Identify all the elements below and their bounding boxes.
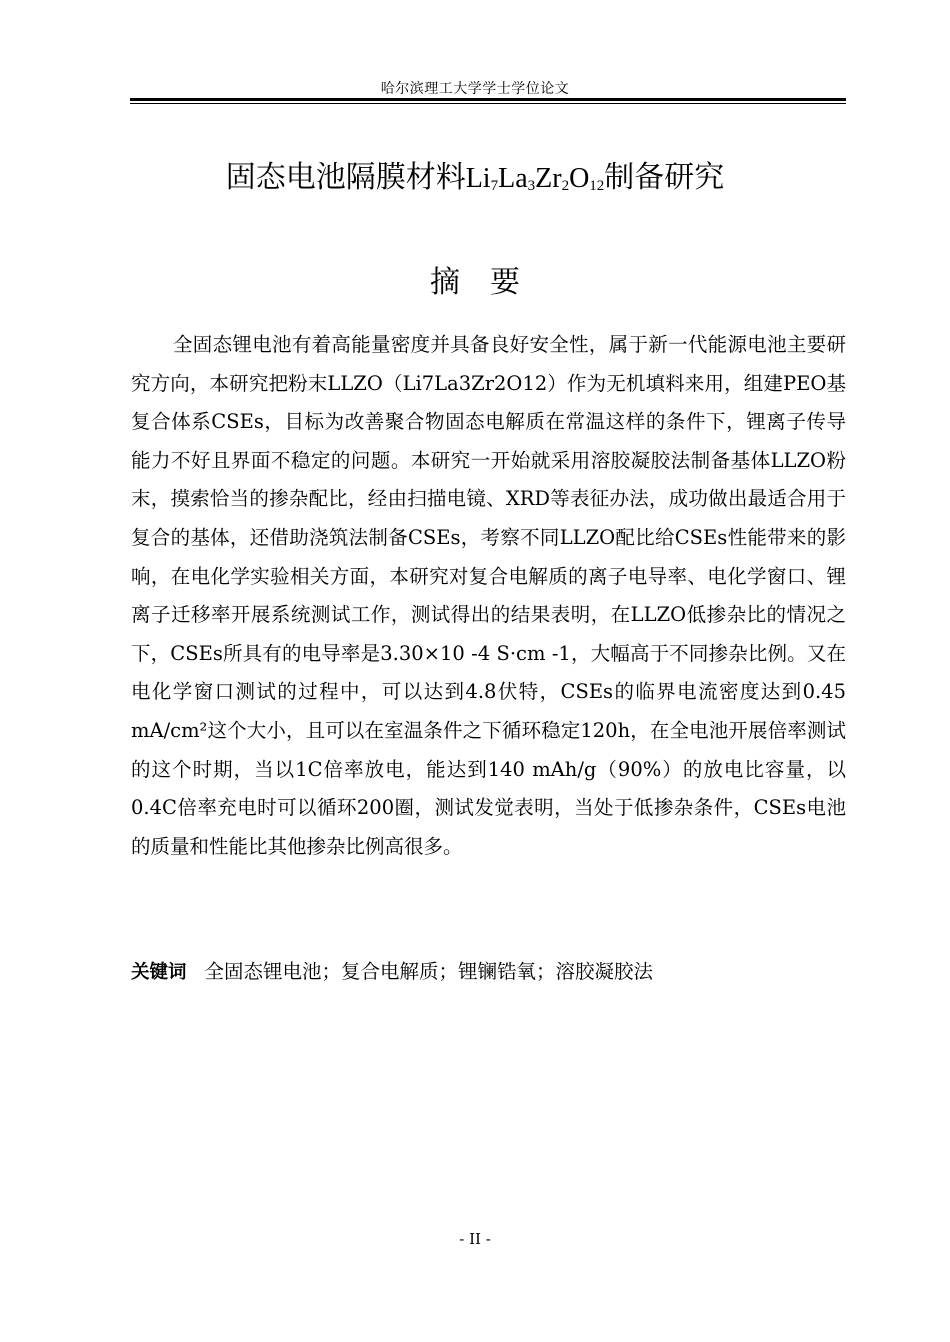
formula-zr: Zr (535, 163, 562, 194)
keywords-label: 关键词 (131, 962, 187, 983)
formula-li-sub: 7 (490, 178, 499, 194)
formula-li: Li (465, 163, 491, 194)
header-rule-thin (130, 103, 846, 104)
header-rule-thick (130, 98, 846, 101)
formula-o-sub: 12 (589, 178, 605, 194)
formula-la-sub: 3 (527, 178, 536, 194)
thesis-title (0, 152, 950, 196)
abstract-body: 全固态锂电池有着高能量密度并具备良好安全性，属于新一代能源电池主要研究方向，本研究把粉末LLZO（Li7La3Zr2O12）作为无机填料来用，组建PEO基复合体系CSEs，目标为改善聚合物固态电解质在常温这样的条件下，锂离子传导能力不好且界面不稳定的问题。本研究一开始就采用溶胶凝胶法制备基体LLZO粉末，摸索恰当的掺杂配比，经由扫描电镜、XRD等表征办法，成功做出最适合用于复合的基体，还借助浇筑法制备CSEs，考察不同LLZO配比给CSEs性能带来的影响，在电化学实验相关方面，本研究对复合电解质的离子电导率、电化学窗口、锂离子迁移率开展系统测试工作，测试得出的结果表明，在LLZO低掺杂比的情况之下，CSEs所具有的电导率是3.30×10 -4 S·cm -1，大幅高于不同掺杂比例。又在电化学窗口测试的过程中，可以达到4.8伏特，CSEs的临界电流密度达到0.45 mA/cm²这个大小，且可以在室温条件之下循环稳定120h，在全电池开展倍率测试的这个时期，当以1C倍率放电，能达到140 mAh/g（90%）的放电比容量，以0.4C倍率充电时可以循环200圈，测试发觉表明，当处于低掺杂条件，CSEs电池的质量和性能比其他掺杂比例高很多。 (131, 333, 846, 858)
page-number: - II - (459, 1230, 491, 1248)
title-prefix: 固态电池隔膜材料 (225, 160, 466, 195)
keywords-line (131, 957, 846, 988)
formula-zr-sub: 2 (561, 178, 570, 194)
running-header: 哈尔滨理工大学学士学位论文 (380, 81, 570, 97)
title-formula (466, 163, 605, 194)
formula-la: La (498, 163, 528, 194)
keywords-text: 全固态锂电池；复合电解质；锂镧锆氧；溶胶凝胶法 (204, 960, 654, 983)
abstract-heading: 摘要 (430, 265, 550, 300)
title-suffix: 制备研究 (604, 160, 725, 195)
formula-o: O (569, 163, 590, 194)
